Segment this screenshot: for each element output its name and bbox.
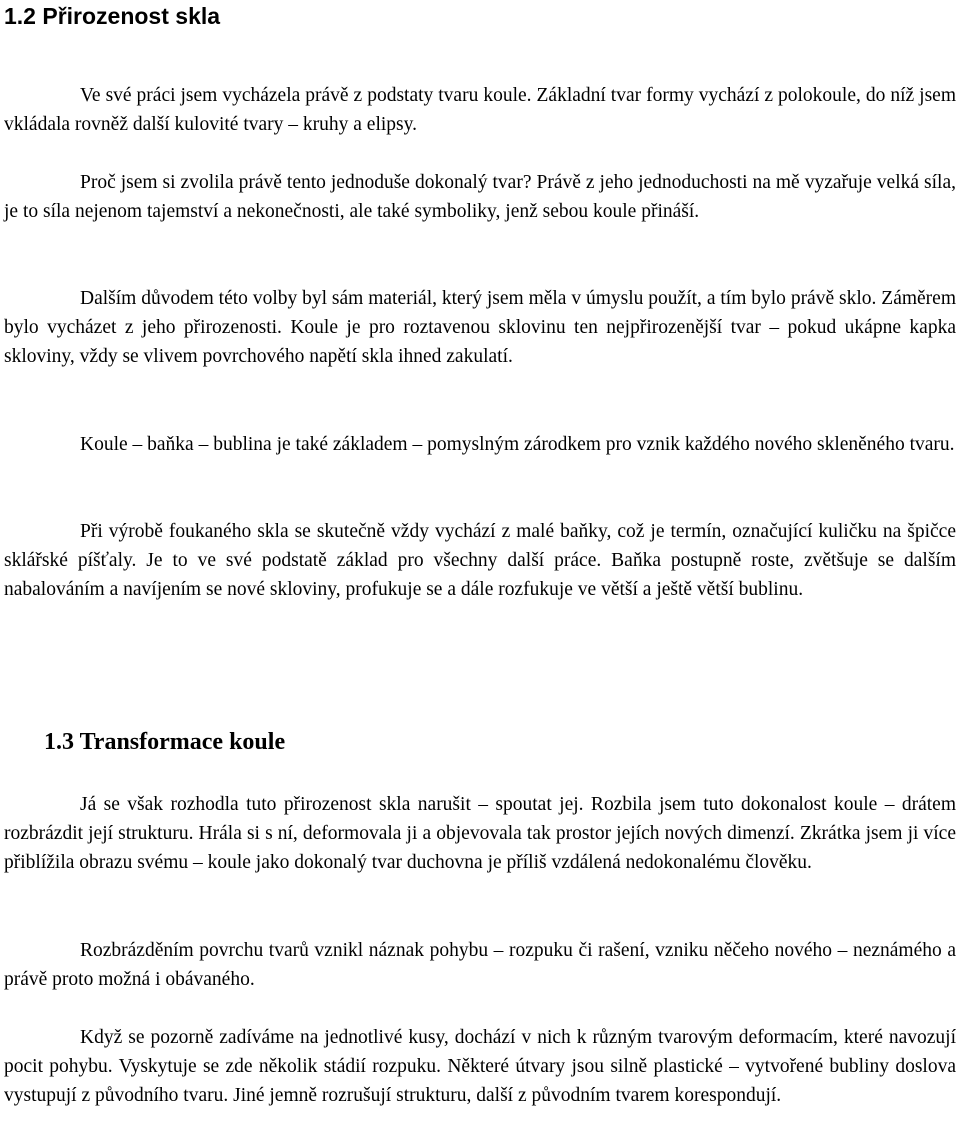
paragraph-1-2-1: Ve své práci jsem vycházela právě z podstaty tvaru koule. Základní tvar formy vychází z polokoule, do níž jsem vkládala rovněž další kulovité tvary – kruhy a elipsy.: [4, 85, 956, 135]
paragraph-1-2-3: Dalším důvodem této volby byl sám materiál, který jsem měla v úmyslu použít, a tím bylo právě sklo. Záměrem bylo vycházet z jeho přirozenosti. Koule je pro roztavenou sklovinu ten nejpřirozenější tvar – pokud ukápne kapka skloviny, vždy se vlivem povrchového napětí skla ihned zakulatí.: [4, 288, 956, 367]
paragraph-1-2-5: Při výrobě foukaného skla se skutečně vždy vychází z malé baňky, což je termín, označující kuličku na špičce sklářské píšťaly. Je to ve své podstatě základ pro všechny další práce. Baňka postupně roste, zvětšuje se dalším nabalováním a navíjením se nové skloviny, profukuje se a dále rozfukuje ve větší a ještě větší bublinu.: [4, 521, 956, 600]
paragraph-1-2-4: Koule – baňka – bublina je také základem – pomyslným zárodkem pro vznik každého nového skleněného tvaru.: [80, 434, 955, 455]
section-heading-1-3: 1.3 Transformace koule: [44, 729, 286, 755]
paragraph-1-3-2: Rozbrázděním povrchu tvarů vznikl náznak pohybu – rozpuku či rašení, vzniku něčeho nového – neznámého a právě proto možná i obávaného.: [4, 940, 956, 990]
paragraph-1-3-3: Když se pozorně zadíváme na jednotlivé kusy, dochází v nich k různým tvarovým deformacím, které navozují pocit pohybu. Vyskytuje se zde několik stádií rozpuku. Některé útvary jsou silně plastické – vytvořené bubliny doslova vystupují z původního tvaru. Jiné jemně rozrušují strukturu, další z původním tvarem korespondují.: [4, 1027, 956, 1106]
paragraph-1-3-1: Já se však rozhodla tuto přirozenost skla narušit – spoutat jej. Rozbila jsem tuto dokonalost koule – drátem rozbrázdit její strukturu. Hrála si s ní, deformovala ji a objevovala tak prostor jejích nových dimenzí. Zkrátka jsem ji více přiblížila obrazu svému – koule jako dokonalý tvar duchovna je příliš vzdálená nedokonalému člověku.: [4, 794, 956, 873]
section-heading-1-2: 1.2 Přirozenost skla: [4, 3, 221, 29]
paragraph-1-2-2: Proč jsem si zvolila právě tento jednoduše dokonalý tvar? Právě z jeho jednoduchosti na mě vyzařuje velká síla, je to síla nejenom tajemství a nekonečnosti, ale také symboliky, jenž sebou koule přináší.: [4, 172, 956, 222]
